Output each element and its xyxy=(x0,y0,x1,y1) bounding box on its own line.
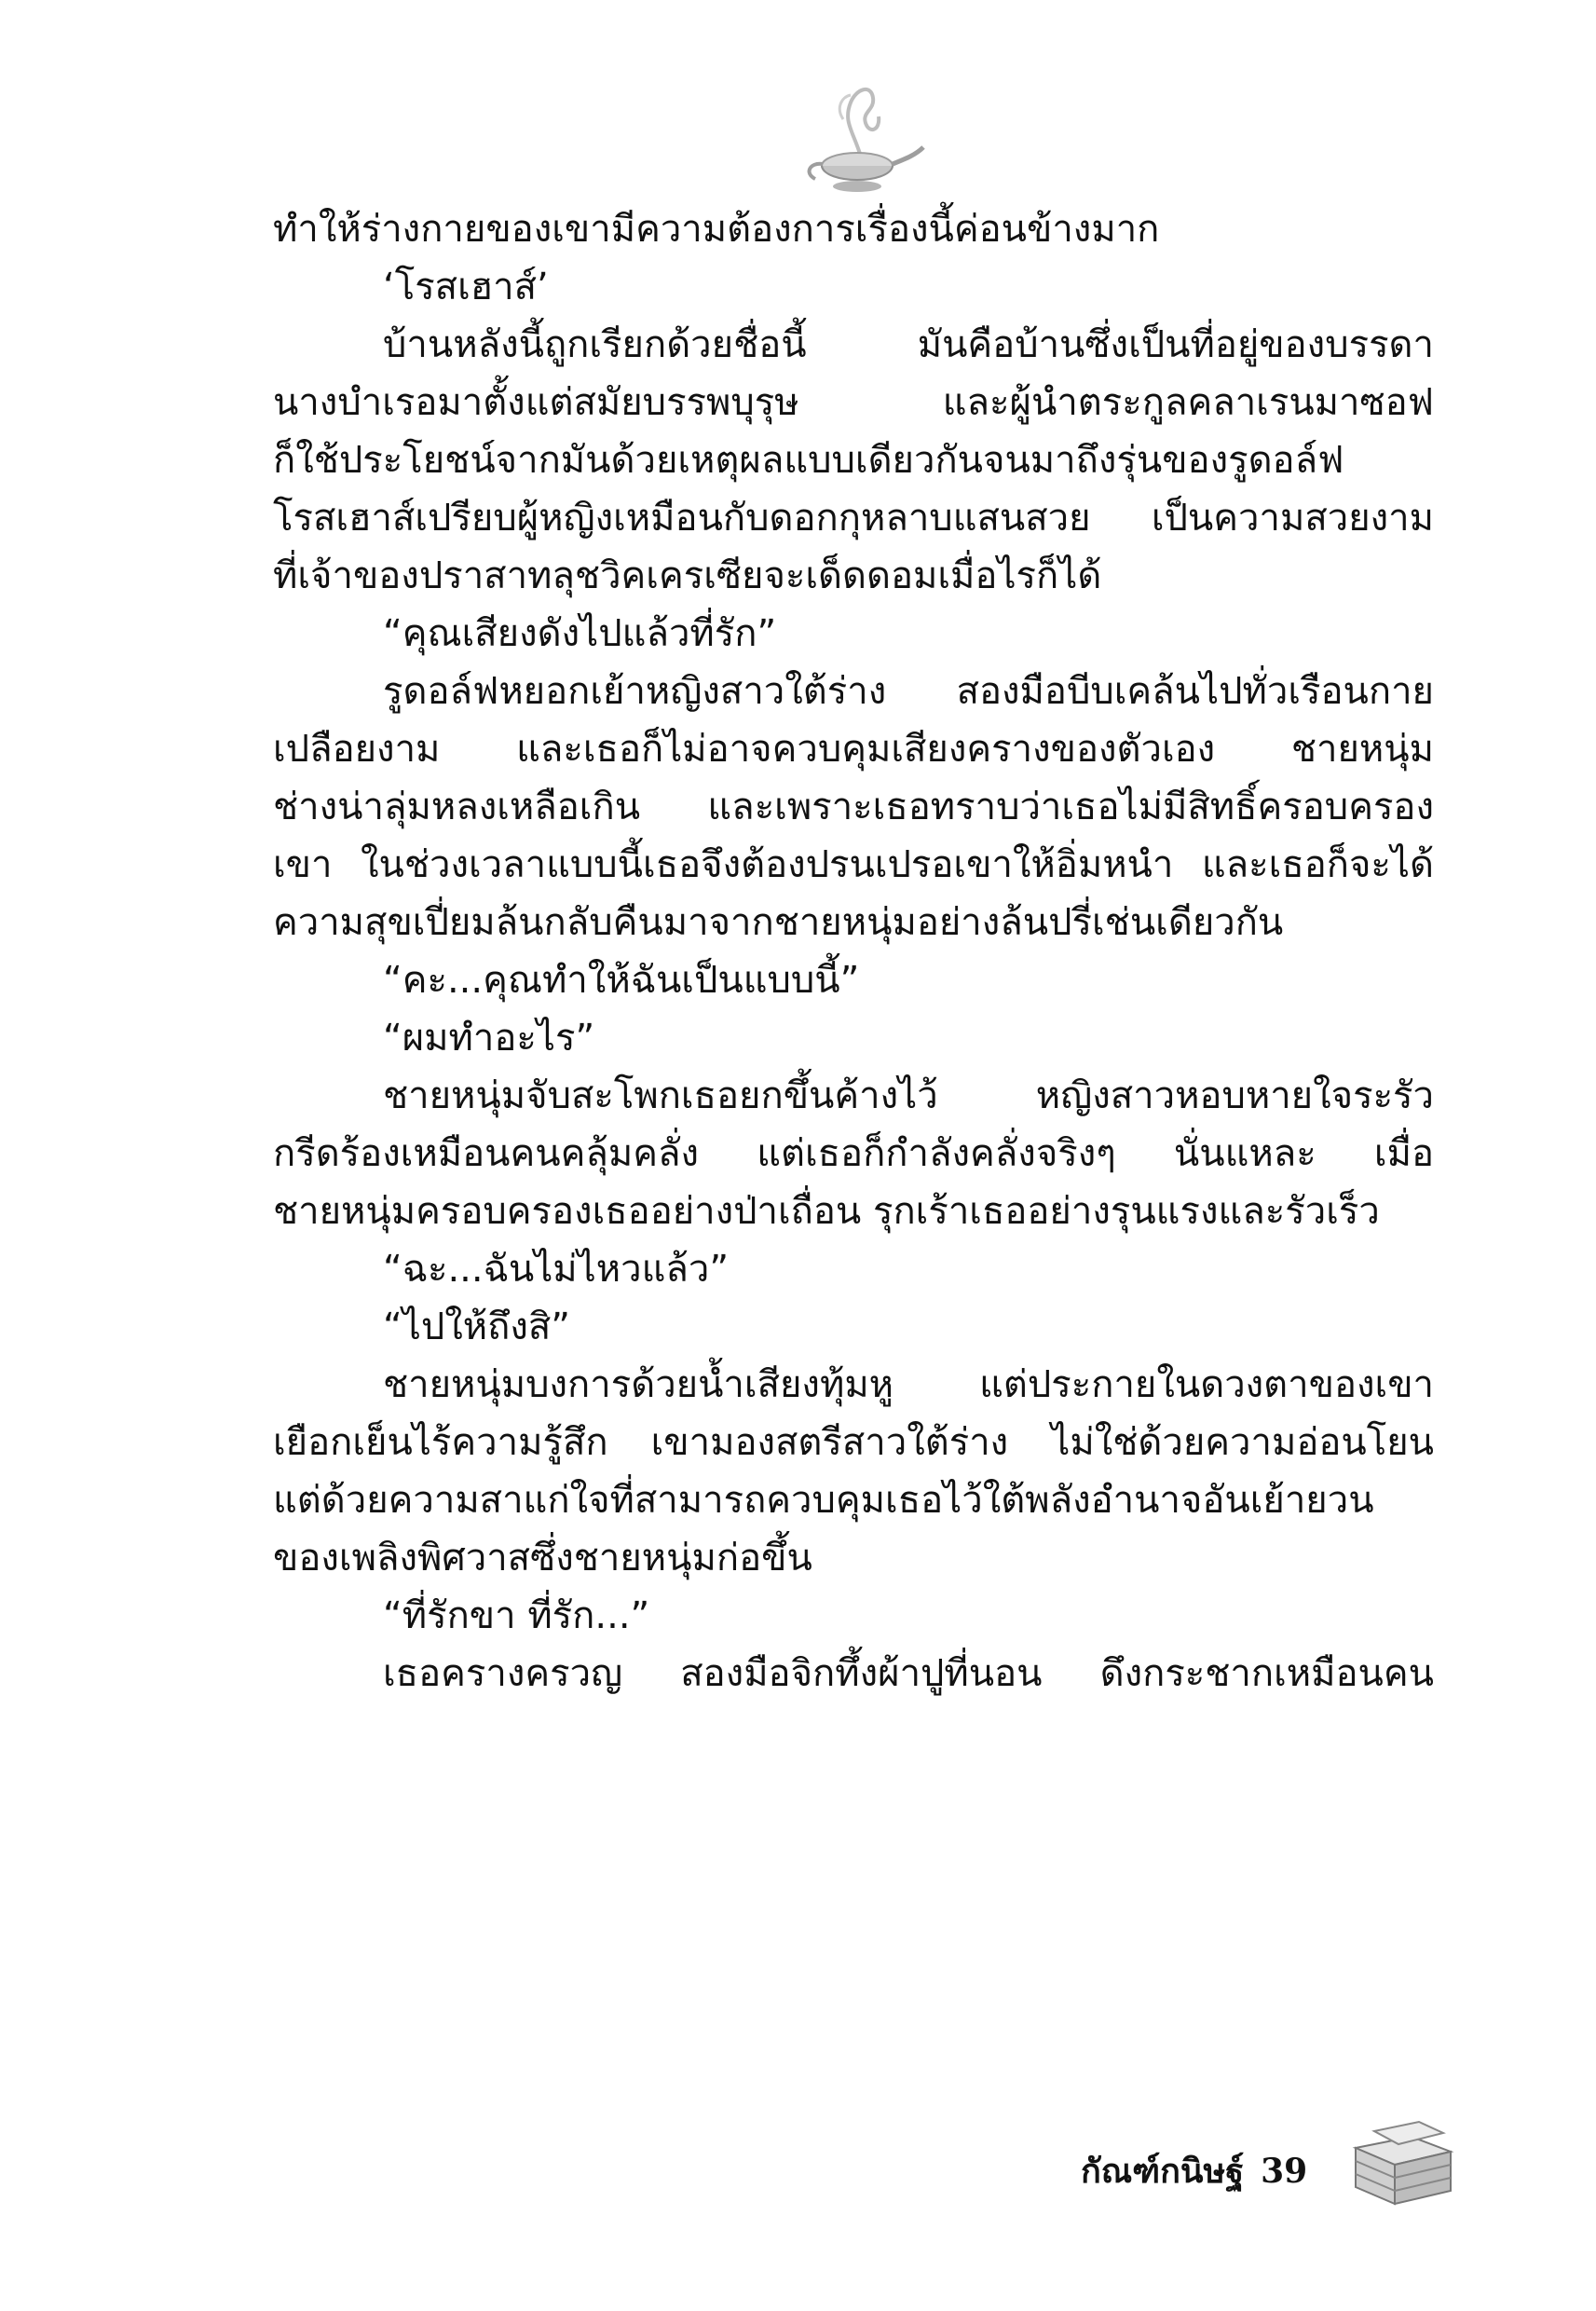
text-line: ทำให้ร่างกายของเขามีความต้องการเรื่องนี้ค่อนข้างมาก xyxy=(273,208,1160,251)
text-line: นางบำเรอมาตั้งแต่สมัยบรรพบุรุษ และผู้นำตระกูลคลาเรนมาซอฟ xyxy=(273,381,1434,424)
text-line: เยือกเย็นไร้ความรู้สึก เขามองสตรีสาวใต้ร่าง ไม่ใช่ด้วยความอ่อนโยน xyxy=(273,1421,1434,1464)
text-line: “ที่รักขา ที่รัก...” xyxy=(383,1594,650,1637)
text-line: “ผมทำอะไร” xyxy=(383,1017,595,1060)
text-line: “คะ...คุณทำให้ฉันเป็นแบบนี้” xyxy=(383,959,860,1002)
text-line: ของเพลิงพิศวาสซึ่งชายหนุ่มก่อขึ้น xyxy=(273,1537,812,1579)
book-title: กัณฑ์กนิษฐ์ xyxy=(1081,2152,1245,2191)
text-line: “ไปให้ถึงสิ” xyxy=(383,1306,571,1348)
text-line: แต่ด้วยความสาแก่ใจที่สามารถควบคุมเธอไว้ใต้พลังอำนาจอันเย้ายวน xyxy=(273,1479,1374,1522)
text-line: “ฉะ...ฉันไม่ไหวแล้ว” xyxy=(383,1248,730,1291)
text-line: ก็ใช้ประโยชน์จากมันด้วยเหตุผลแบบเดียวกันจนมาถึงรุ่นของรูดอล์ฟ xyxy=(273,439,1344,482)
page-number: 39 xyxy=(1261,2152,1308,2191)
text-line: กรีดร้องเหมือนคนคลุ้มคลั่ง แต่เธอก็กำลังคลั่งจริงๆ นั่นแหละ เมื่อ xyxy=(273,1132,1434,1175)
text-line: รูดอล์ฟหยอกเย้าหญิงสาวใต้ร่าง สองมือบีบเคล้นไปทั่วเรือนกาย xyxy=(383,670,1434,713)
page-footer xyxy=(1081,2143,1307,2199)
text-line: เธอครางครวญ สองมือจิกทึ้งผ้าปูที่นอน ดึงกระชากเหมือนคน xyxy=(383,1652,1434,1695)
text-line: ชายหนุ่มจับสะโพกเธอยกขึ้นค้างไว้ หญิงสาวหอบหายใจระรัว xyxy=(383,1074,1434,1117)
body-text xyxy=(273,200,1434,1702)
text-line: “คุณเสียงดังไปแล้วที่รัก” xyxy=(383,612,777,655)
text-line: โรสเฮาส์เปรียบผู้หญิงเหมือนกับดอกกุหลาบแสนสวย เป็นความสวยงาม xyxy=(273,497,1434,540)
text-line: เขา ในช่วงเวลาแบบนี้เธอจึงต้องปรนเปรอเขาให้อิ่มหนำ และเธอก็จะได้ xyxy=(273,843,1434,886)
magic-lamp-icon xyxy=(787,65,927,205)
text-line: ความสุขเปี่ยมล้นกลับคืนมาจากชายหนุ่มอย่างล้นปรี่เช่นเดียวกัน xyxy=(273,901,1284,944)
text-line: บ้านหลังนี้ถูกเรียกด้วยชื่อนี้ มันคือบ้านซึ่งเป็นที่อยู่ของบรรดา xyxy=(383,323,1434,366)
book-stack-icon xyxy=(1346,2111,1458,2213)
text-line: ช่างน่าลุ่มหลงเหลือเกิน และเพราะเธอทราบว่าเธอไม่มีสิทธิ์ครอบครอง xyxy=(273,786,1434,828)
text-line: ‘โรสเฮาส์’ xyxy=(383,266,549,308)
text-line: เปลือยงาม และเธอก็ไม่อาจควบคุมเสียงครางของตัวเอง ชายหนุ่ม xyxy=(273,728,1434,771)
text-line: ที่เจ้าของปราสาทลุชวิคเครเซียจะเด็ดดอมเมื่อไรก็ได้ xyxy=(273,554,1102,597)
text-line: ชายหนุ่มครอบครองเธออย่างป่าเถื่อน รุกเร้าเธออย่างรุนแรงและรัวเร็ว xyxy=(273,1190,1380,1233)
text-line: ชายหนุ่มบงการด้วยน้ำเสียงทุ้มหู แต่ประกายในดวงตาของเขา xyxy=(383,1363,1434,1406)
